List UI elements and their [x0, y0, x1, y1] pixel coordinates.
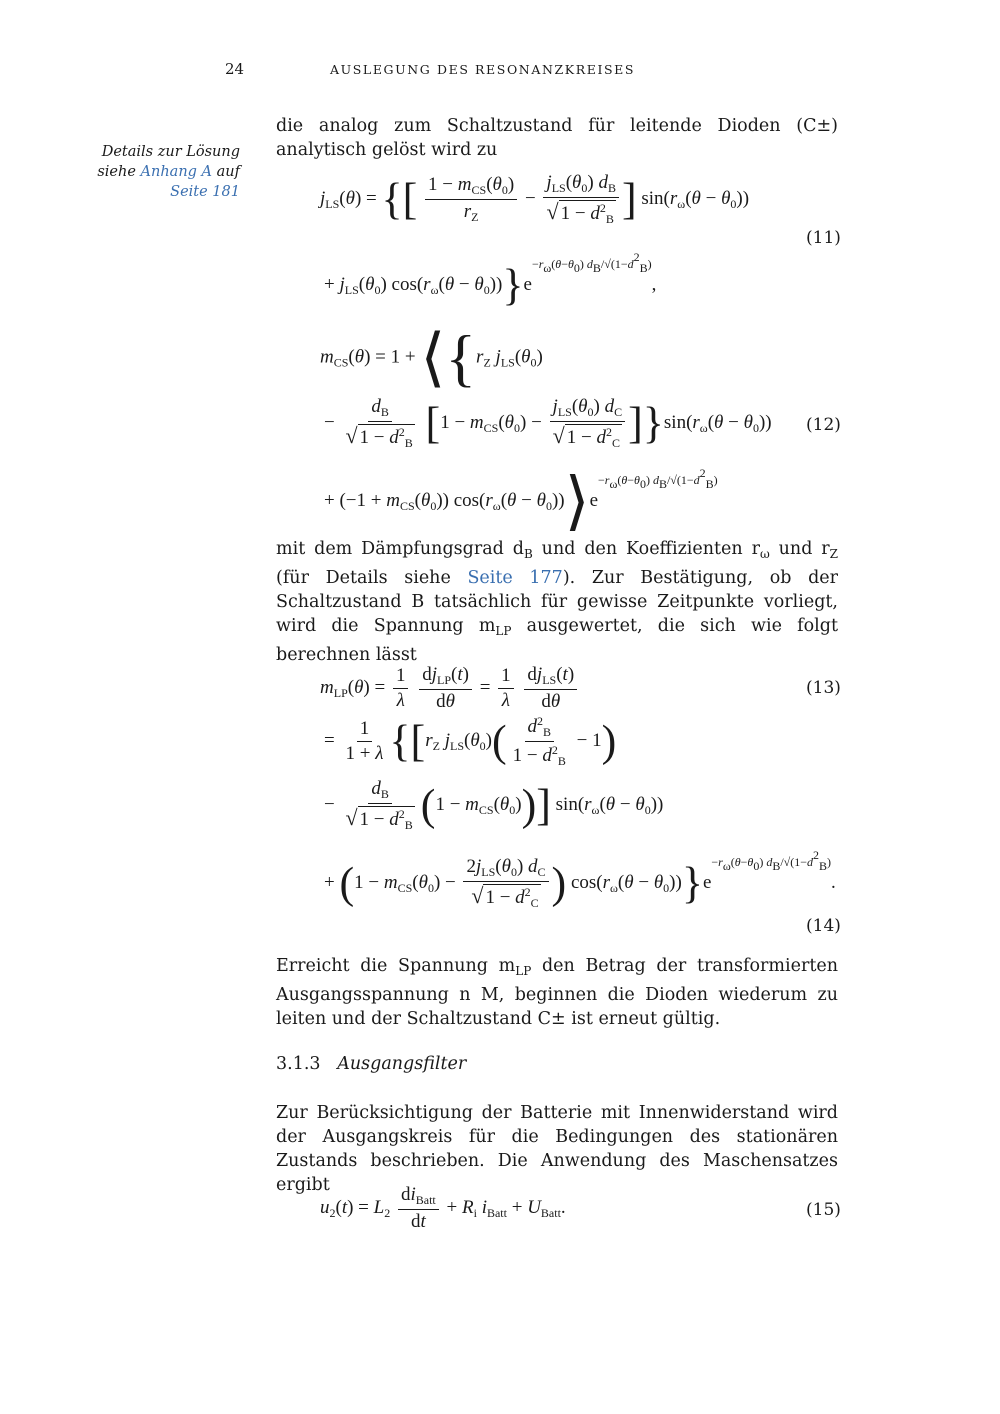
margin-note-line1: Details zur Lösung — [101, 144, 240, 160]
p3-sub: LP — [515, 964, 532, 978]
p2-end: ausgewertet, die sich wie folgt berechnen lässt — [276, 616, 838, 665]
equation-13-line2: = $\frac{1}{1 + \lambda}$ {[$r_Z$ $j_{LS}(\theta_0)$( $\frac{d^2_B}{1 - d^2_B}$ − 1) — [324, 714, 617, 768]
equation-13-line3: − $\frac{d_B}{√ 1 - d^2_B}$ $(1 - m_{CS}(\theta_0))$] $\sin(r_\omega(\theta - \theta_0))$ — [324, 778, 664, 832]
section-title: Ausgangsfilter — [337, 1054, 467, 1074]
equation-15: $u_2(t) = L_2$ $\frac{di_{Batt}}{dt}$ + $R_i$ $i_{Batt} + U_{Batt}$. — [320, 1184, 566, 1232]
margin-note-pre: siehe — [97, 164, 141, 180]
margin-note-line2 — [96, 162, 240, 182]
p2-mid4: ). Zur Bestätigung, ob der Schaltzustand B tatsächlich für gewisse Zeitpunkte vorliegt, wird die Spannung m — [276, 568, 839, 636]
margin-note-post: auf — [212, 164, 240, 180]
margin-note — [96, 142, 240, 202]
equation-13-line1: $m_{LP}(\theta)$ = $\frac{1}{\lambda}$ $\frac{dj_{LP}(t)}{d\theta}$ = $\frac{1}{\lambda}$ $\frac{dj_{LS}(t)}{d\theta}$ — [320, 664, 580, 713]
p3-post: den Betrag der transformierten Ausgangsspannung n M, beginnen die Dioden wiederum zu leiten und der Schaltzustand C± ist erneut gültig. — [276, 956, 838, 1029]
equation-11-line2: + $j_{LS}(\theta_0) \cos(r_\omega(\theta - \theta_0))\}e-r_\omega(\theta-\theta_0)$ $d_B/√(1-d^2_B)$, — [324, 250, 657, 310]
p2-mid2: und r — [769, 539, 830, 559]
p2-sub2: ω — [759, 547, 770, 561]
p2-mid3: (für Details siehe — [276, 568, 468, 588]
link-seite-181[interactable]: Seite 181 — [170, 184, 240, 200]
equation-number-15: (15) — [806, 1200, 841, 1220]
equation-number-12: (12) — [806, 415, 841, 435]
p2-sub1: B — [523, 547, 533, 561]
p3-pre: Erreicht die Spannung m — [276, 956, 516, 976]
equation-12-line1: $m_{CS}(\theta) = 1$ + $⟨\{r_Z$ $j_{LS}(\theta_0)$ — [320, 322, 543, 393]
p2-mid1: und den Koeffizienten r — [532, 539, 760, 559]
section-heading — [276, 1054, 466, 1074]
p2-sub3: Z — [829, 547, 838, 561]
equation-13-line4: + ($1 - m_{CS}(\theta_0)$ − $\frac{2j_{LS}(\theta_0) d_C}{√ 1 - d^2_C}$ ) $\cos(r_\omega(\theta - \theta_0))\}e-r_\omega(\theta-\theta_0)$ $d_B/√(1-d^2_B)$. — [324, 848, 836, 911]
link-anhang-a[interactable]: Anhang A — [140, 164, 213, 180]
equation-number-14: (14) — [806, 916, 841, 936]
paragraph-ausgangsspannung — [276, 954, 838, 1031]
p2-sub4: LP — [495, 624, 512, 638]
page-number: 24 — [225, 60, 245, 78]
section-number: 3.1.3 — [276, 1054, 321, 1074]
link-seite-177[interactable]: Seite 177 — [467, 568, 563, 588]
equation-number-11: (11) — [806, 228, 841, 248]
paragraph-intro: die analog zum Schaltzustand für leitende Dioden (C±) analytisch gelöst wird zu — [276, 116, 838, 160]
equation-number-13: (13) — [806, 678, 841, 698]
running-title: AUSLEGUNG DES RESONANZKREISES — [330, 62, 636, 77]
p2-pre: mit dem Dämpfungsgrad d — [276, 539, 524, 559]
paragraph-daempfung — [276, 537, 838, 667]
equation-12-line3: + $(-1 + m_{CS}(\theta_0))$ $\cos(r_\omega(\theta$ − $\theta_0))⟩e-r_\omega(\theta-\theta_0)$ $d_B/√(1-d^2_B)$ — [324, 465, 718, 537]
paragraph-maschensatz: Zur Berücksichtigung der Batterie mit Innenwiderstand wird der Ausgangskreis für die Bedingungen des stationären Zustands beschrieben. Die Anwendung des Maschensatzes ergibt — [276, 1103, 838, 1195]
equation-12-line2: − $\frac{d_B}{√ 1 - d^2_B}$ [$1 - m_{CS}(\theta_0)$ − $\frac{j_{LS}(\theta_0) d_C}{√ 1 - d^2_C}$ ]}$\sin(r_\omega(\theta - \theta_0))$ — [324, 396, 772, 450]
equation-11-line1: $j_{LS}(\theta)$ = {[ $\frac{1 - m_{CS}(\theta_0)}{r_Z}$ − $\frac{j_{LS}(\theta_0) d_B}{√ 1 - d^2_B}$ ] $\sin(r_\omega(\theta - \theta_0))$ — [320, 172, 750, 226]
